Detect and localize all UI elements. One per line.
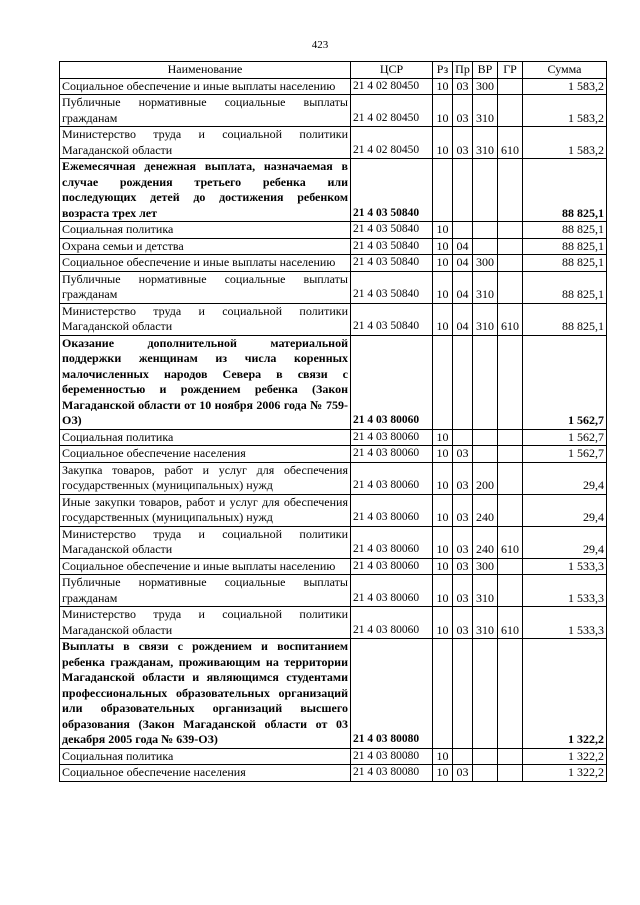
cell-name: Министерство труда и социальной политики Магаданской области [60, 607, 351, 639]
cell-name: Социальная политика [60, 429, 351, 446]
table-row [60, 607, 607, 639]
cell-rz [433, 159, 453, 222]
cell-name: Публичные нормативные социальные выплаты гражданам [60, 575, 351, 607]
cell-name: Социальное обеспечение и иные выплаты населению [60, 558, 351, 575]
cell-name: Оказание дополнительной материальной поддержки женщинам из числа коренных малочисленных народов Севера в связи с беременностью и рождением ребенка (Закон Магаданской области от 10 ноября 2006 года № 759-ОЗ) [60, 335, 351, 429]
cell-sum: 1 562,7 [523, 429, 607, 446]
cell-pr: 04 [453, 255, 473, 272]
header-name: Наименование [60, 62, 351, 79]
table-row [60, 494, 607, 526]
cell-sum: 88 825,1 [523, 255, 607, 272]
cell-vr: 310 [473, 271, 498, 303]
cell-vr: 300 [473, 558, 498, 575]
cell-gr [498, 558, 523, 575]
cell-sum: 1 322,2 [523, 748, 607, 765]
cell-sum: 1 533,3 [523, 558, 607, 575]
cell-csr: 21 4 03 50840 [351, 159, 433, 222]
cell-vr [473, 335, 498, 429]
budget-table [59, 61, 607, 782]
cell-csr: 21 4 03 50840 [351, 303, 433, 335]
cell-csr: 21 4 03 50840 [351, 255, 433, 272]
cell-vr: 310 [473, 127, 498, 159]
cell-pr [453, 748, 473, 765]
cell-rz: 10 [433, 127, 453, 159]
cell-name: Закупка товаров, работ и услуг для обеспечения государственных (муниципальных) нужд [60, 462, 351, 494]
table-body [60, 78, 607, 781]
cell-sum: 1 322,2 [523, 765, 607, 782]
cell-csr: 21 4 03 80080 [351, 639, 433, 749]
cell-csr: 21 4 03 80060 [351, 462, 433, 494]
cell-rz: 10 [433, 748, 453, 765]
table-row [60, 271, 607, 303]
cell-vr: 310 [473, 607, 498, 639]
cell-pr: 03 [453, 95, 473, 127]
cell-name: Социальное обеспечение и иные выплаты населению [60, 78, 351, 95]
cell-gr [498, 238, 523, 255]
cell-name: Социальная политика [60, 748, 351, 765]
cell-gr [498, 271, 523, 303]
cell-csr: 21 4 03 80060 [351, 494, 433, 526]
cell-gr [498, 222, 523, 239]
cell-rz: 10 [433, 575, 453, 607]
header-gr: ГР [498, 62, 523, 79]
cell-gr: 610 [498, 526, 523, 558]
cell-rz: 10 [433, 238, 453, 255]
cell-rz: 10 [433, 222, 453, 239]
cell-csr: 21 4 02 80450 [351, 78, 433, 95]
cell-pr: 03 [453, 462, 473, 494]
table-row [60, 429, 607, 446]
cell-pr: 03 [453, 575, 473, 607]
cell-gr: 610 [498, 303, 523, 335]
table-row [60, 446, 607, 463]
table-row [60, 95, 607, 127]
cell-sum: 29,4 [523, 526, 607, 558]
cell-gr [498, 748, 523, 765]
cell-pr [453, 429, 473, 446]
header-rz: Рз [433, 62, 453, 79]
table-row [60, 748, 607, 765]
cell-vr: 300 [473, 78, 498, 95]
cell-csr: 21 4 03 80080 [351, 748, 433, 765]
cell-name: Социальное обеспечение населения [60, 765, 351, 782]
header-vr: ВР [473, 62, 498, 79]
table-row [60, 639, 607, 749]
cell-vr [473, 238, 498, 255]
cell-vr [473, 748, 498, 765]
cell-rz: 10 [433, 607, 453, 639]
table-row [60, 765, 607, 782]
cell-name: Публичные нормативные социальные выплаты гражданам [60, 271, 351, 303]
table-row [60, 558, 607, 575]
cell-sum: 88 825,1 [523, 303, 607, 335]
cell-vr: 200 [473, 462, 498, 494]
cell-name: Ежемесячная денежная выплата, назначаемая в случае рождения третьего ребенка или последующих детей до достижения ребенком возраста трех лет [60, 159, 351, 222]
header-csr: ЦСР [351, 62, 433, 79]
cell-name: Министерство труда и социальной политики Магаданской области [60, 526, 351, 558]
cell-sum: 1 533,3 [523, 575, 607, 607]
cell-sum: 88 825,1 [523, 238, 607, 255]
cell-rz: 10 [433, 78, 453, 95]
cell-pr: 04 [453, 271, 473, 303]
table-row [60, 255, 607, 272]
cell-csr: 21 4 03 50840 [351, 222, 433, 239]
cell-sum: 29,4 [523, 494, 607, 526]
cell-sum: 29,4 [523, 462, 607, 494]
cell-rz [433, 639, 453, 749]
cell-name: Охрана семьи и детства [60, 238, 351, 255]
cell-sum: 1 583,2 [523, 127, 607, 159]
cell-csr: 21 4 03 80060 [351, 446, 433, 463]
cell-pr: 03 [453, 494, 473, 526]
header-sum: Сумма [523, 62, 607, 79]
cell-sum: 1 322,2 [523, 639, 607, 749]
cell-name: Социальная политика [60, 222, 351, 239]
cell-gr [498, 159, 523, 222]
cell-gr [498, 95, 523, 127]
cell-name: Публичные нормативные социальные выплаты гражданам [60, 95, 351, 127]
cell-pr: 03 [453, 526, 473, 558]
cell-sum: 1 583,2 [523, 78, 607, 95]
cell-rz: 10 [433, 462, 453, 494]
cell-csr: 21 4 03 50840 [351, 238, 433, 255]
cell-sum: 88 825,1 [523, 159, 607, 222]
cell-name: Выплаты в связи с рождением и воспитанием ребенка гражданам, проживающим на территории Магаданской области и являющимся студентами профессиональных образовательных организаций или образовательных организаций высшего образования (Закон Магаданской области от 03 декабря 2005 года № 639-ОЗ) [60, 639, 351, 749]
cell-gr [498, 462, 523, 494]
table-row [60, 159, 607, 222]
cell-vr: 300 [473, 255, 498, 272]
cell-pr [453, 335, 473, 429]
cell-gr [498, 78, 523, 95]
cell-vr: 310 [473, 575, 498, 607]
cell-gr [498, 446, 523, 463]
cell-rz: 10 [433, 446, 453, 463]
table-row [60, 335, 607, 429]
cell-gr [498, 429, 523, 446]
table-row [60, 303, 607, 335]
cell-rz: 10 [433, 494, 453, 526]
table-row [60, 526, 607, 558]
table-row [60, 222, 607, 239]
cell-rz [433, 335, 453, 429]
cell-csr: 21 4 03 80060 [351, 575, 433, 607]
table-row [60, 78, 607, 95]
cell-csr: 21 4 02 80450 [351, 95, 433, 127]
cell-vr: 240 [473, 526, 498, 558]
cell-pr [453, 222, 473, 239]
cell-name: Социальное обеспечение населения [60, 446, 351, 463]
cell-sum: 1 583,2 [523, 95, 607, 127]
cell-vr: 240 [473, 494, 498, 526]
cell-csr: 21 4 02 80450 [351, 127, 433, 159]
cell-rz: 10 [433, 95, 453, 127]
table-row [60, 238, 607, 255]
cell-gr [498, 335, 523, 429]
cell-sum: 1 562,7 [523, 335, 607, 429]
header-pr: Пр [453, 62, 473, 79]
table-row [60, 575, 607, 607]
cell-pr: 04 [453, 238, 473, 255]
cell-vr: 310 [473, 95, 498, 127]
cell-rz: 10 [433, 558, 453, 575]
cell-vr [473, 446, 498, 463]
cell-vr [473, 222, 498, 239]
cell-gr [498, 575, 523, 607]
cell-rz: 10 [433, 526, 453, 558]
cell-csr: 21 4 03 80060 [351, 429, 433, 446]
cell-sum: 88 825,1 [523, 271, 607, 303]
cell-pr [453, 639, 473, 749]
cell-gr [498, 494, 523, 526]
cell-pr: 03 [453, 127, 473, 159]
cell-sum: 1 533,3 [523, 607, 607, 639]
cell-pr: 03 [453, 78, 473, 95]
cell-pr: 03 [453, 765, 473, 782]
cell-vr [473, 429, 498, 446]
cell-rz: 10 [433, 271, 453, 303]
cell-pr: 03 [453, 607, 473, 639]
cell-sum: 1 562,7 [523, 446, 607, 463]
cell-csr: 21 4 03 80060 [351, 607, 433, 639]
cell-name: Социальное обеспечение и иные выплаты населению [60, 255, 351, 272]
cell-gr: 610 [498, 127, 523, 159]
cell-gr [498, 255, 523, 272]
cell-vr [473, 159, 498, 222]
cell-pr [453, 159, 473, 222]
cell-gr: 610 [498, 607, 523, 639]
cell-vr [473, 639, 498, 749]
table-row [60, 462, 607, 494]
cell-name: Министерство труда и социальной политики Магаданской области [60, 303, 351, 335]
cell-rz: 10 [433, 255, 453, 272]
table-row [60, 127, 607, 159]
cell-gr [498, 639, 523, 749]
cell-pr: 03 [453, 558, 473, 575]
table-header-row [60, 62, 607, 79]
cell-rz: 10 [433, 765, 453, 782]
cell-name: Иные закупки товаров, работ и услуг для обеспечения государственных (муниципальных) нужд [60, 494, 351, 526]
cell-csr: 21 4 03 80060 [351, 335, 433, 429]
cell-name: Министерство труда и социальной политики Магаданской области [60, 127, 351, 159]
cell-rz: 10 [433, 429, 453, 446]
cell-csr: 21 4 03 80080 [351, 765, 433, 782]
cell-sum: 88 825,1 [523, 222, 607, 239]
cell-vr [473, 765, 498, 782]
cell-csr: 21 4 03 80060 [351, 526, 433, 558]
page-number: 423 [311, 39, 329, 51]
cell-csr: 21 4 03 50840 [351, 271, 433, 303]
cell-vr: 310 [473, 303, 498, 335]
cell-gr [498, 765, 523, 782]
cell-pr: 04 [453, 303, 473, 335]
cell-rz: 10 [433, 303, 453, 335]
cell-pr: 03 [453, 446, 473, 463]
cell-csr: 21 4 03 80060 [351, 558, 433, 575]
